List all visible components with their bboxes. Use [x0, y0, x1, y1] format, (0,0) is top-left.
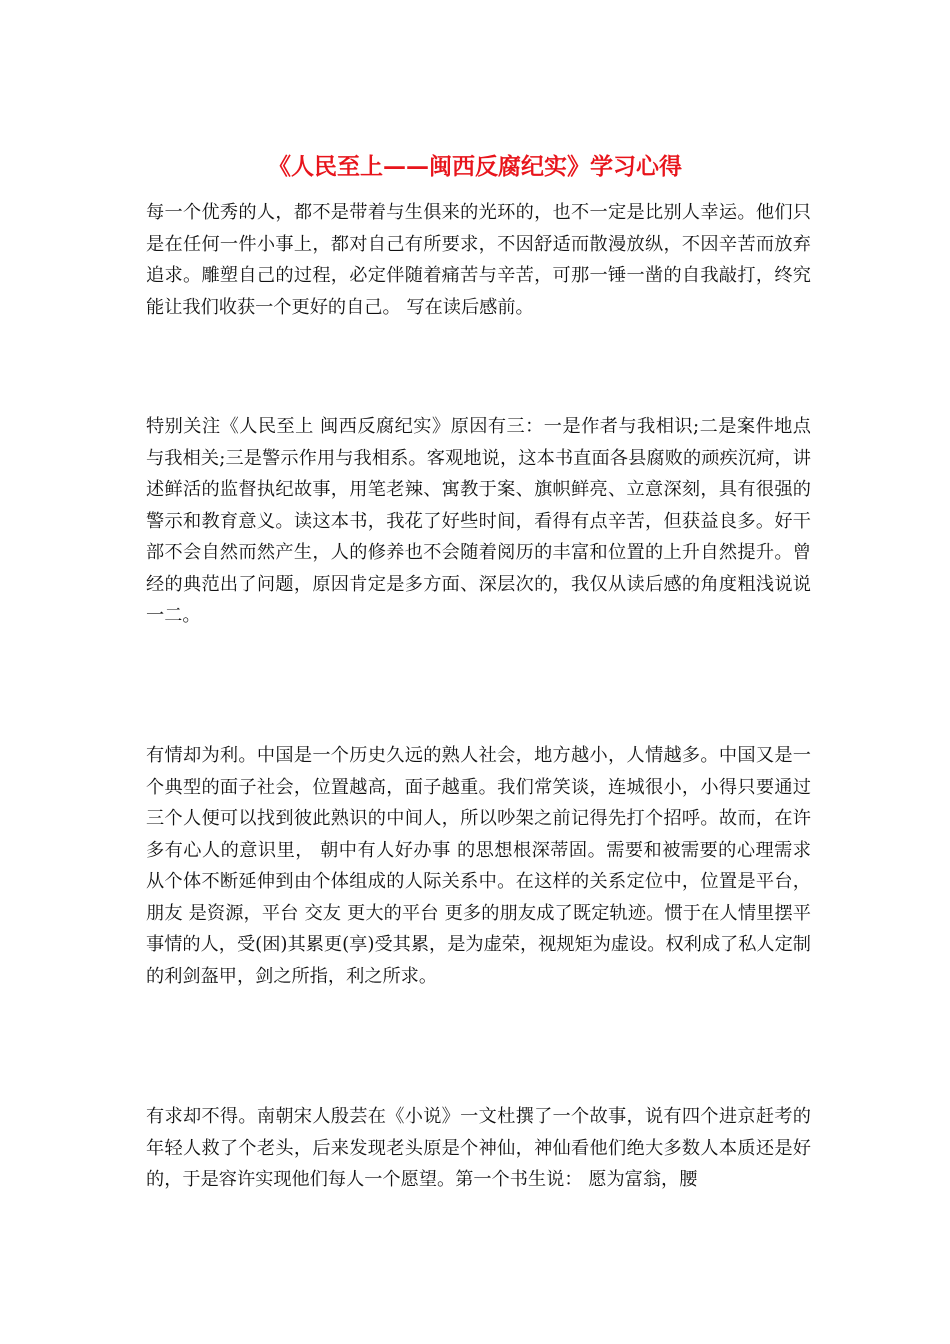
- paragraph-affection-for-profit: 有情却为利。中国是一个历史久远的熟人社会，地方越小，人情越多。中国又是一个典型的面子社会，位置越高，面子越重。我们常笑谈，连城很小，小得只要通过三个人便可以找到彼此熟识的中间人，所以吵架之前记得先打个招呼。故而，在许多有心人的意识里， 朝中有人好办事 的思想根深蒂固。需要和被需要的心理需求从个体不断延伸到由个体组成的人际关系中。在这样的关系定位中，位置是平台， 朋友 是资源，平台 交友 更大的平台 更多的朋友成了既定轨迹。惯于在人情里摆平事情的人，受(困)其累更(享)受其累，是为虚荣，视规矩为虚设。权利成了私人定制的利剑盔甲，剑之所指，利之所求。: [146, 745, 811, 987]
- document-title: 《人民至上——闽西反腐纪实》学习心得: [268, 153, 682, 180]
- paragraph-seeking-unfulfilled: 有求却不得。南朝宋人殷芸在《小说》一文杜撰了一个故事，说有四个进京赶考的年轻人救了个老头，后来发现老头原是个神仙，神仙看他们绝大多数人本质还是好的，于是容许实现他们每人一个愿望。第一个书生说： 愿为富翁，腰: [146, 1106, 811, 1190]
- paragraph-reasons: 特别关注《人民至上 闽西反腐纪实》原因有三：一是作者与我相识;二是案件地点与我相关;三是警示作用与我相系。客观地说，这本书直面各县腐败的顽疾沉疴，讲述鲜活的监督执纪故事，用笔老辣、寓教于案、旗帜鲜亮、立意深刻，具有很强的警示和教育意义。读这本书，我花了好些时间，看得有点辛苦，但获益良多。好干部不会自然而然产生，人的修养也不会随着阅历的丰富和位置的上升自然提升。曾经的典范出了问题，原因肯定是多方面、深层次的，我仅从读后感的角度粗浅说说一二。: [146, 416, 811, 626]
- paragraph-intro: 每一个优秀的人，都不是带着与生俱来的光环的，也不一定是比别人幸运。他们只是在任何一件小事上，都对自己有所要求，不因舒适而散漫放纵，不因辛苦而放弃追求。雕塑自己的过程，必定伴随着痛苦与辛苦，可那一锤一凿的自我敲打，终究能让我们收获一个更好的自己。 写在读后感前。: [146, 202, 811, 318]
